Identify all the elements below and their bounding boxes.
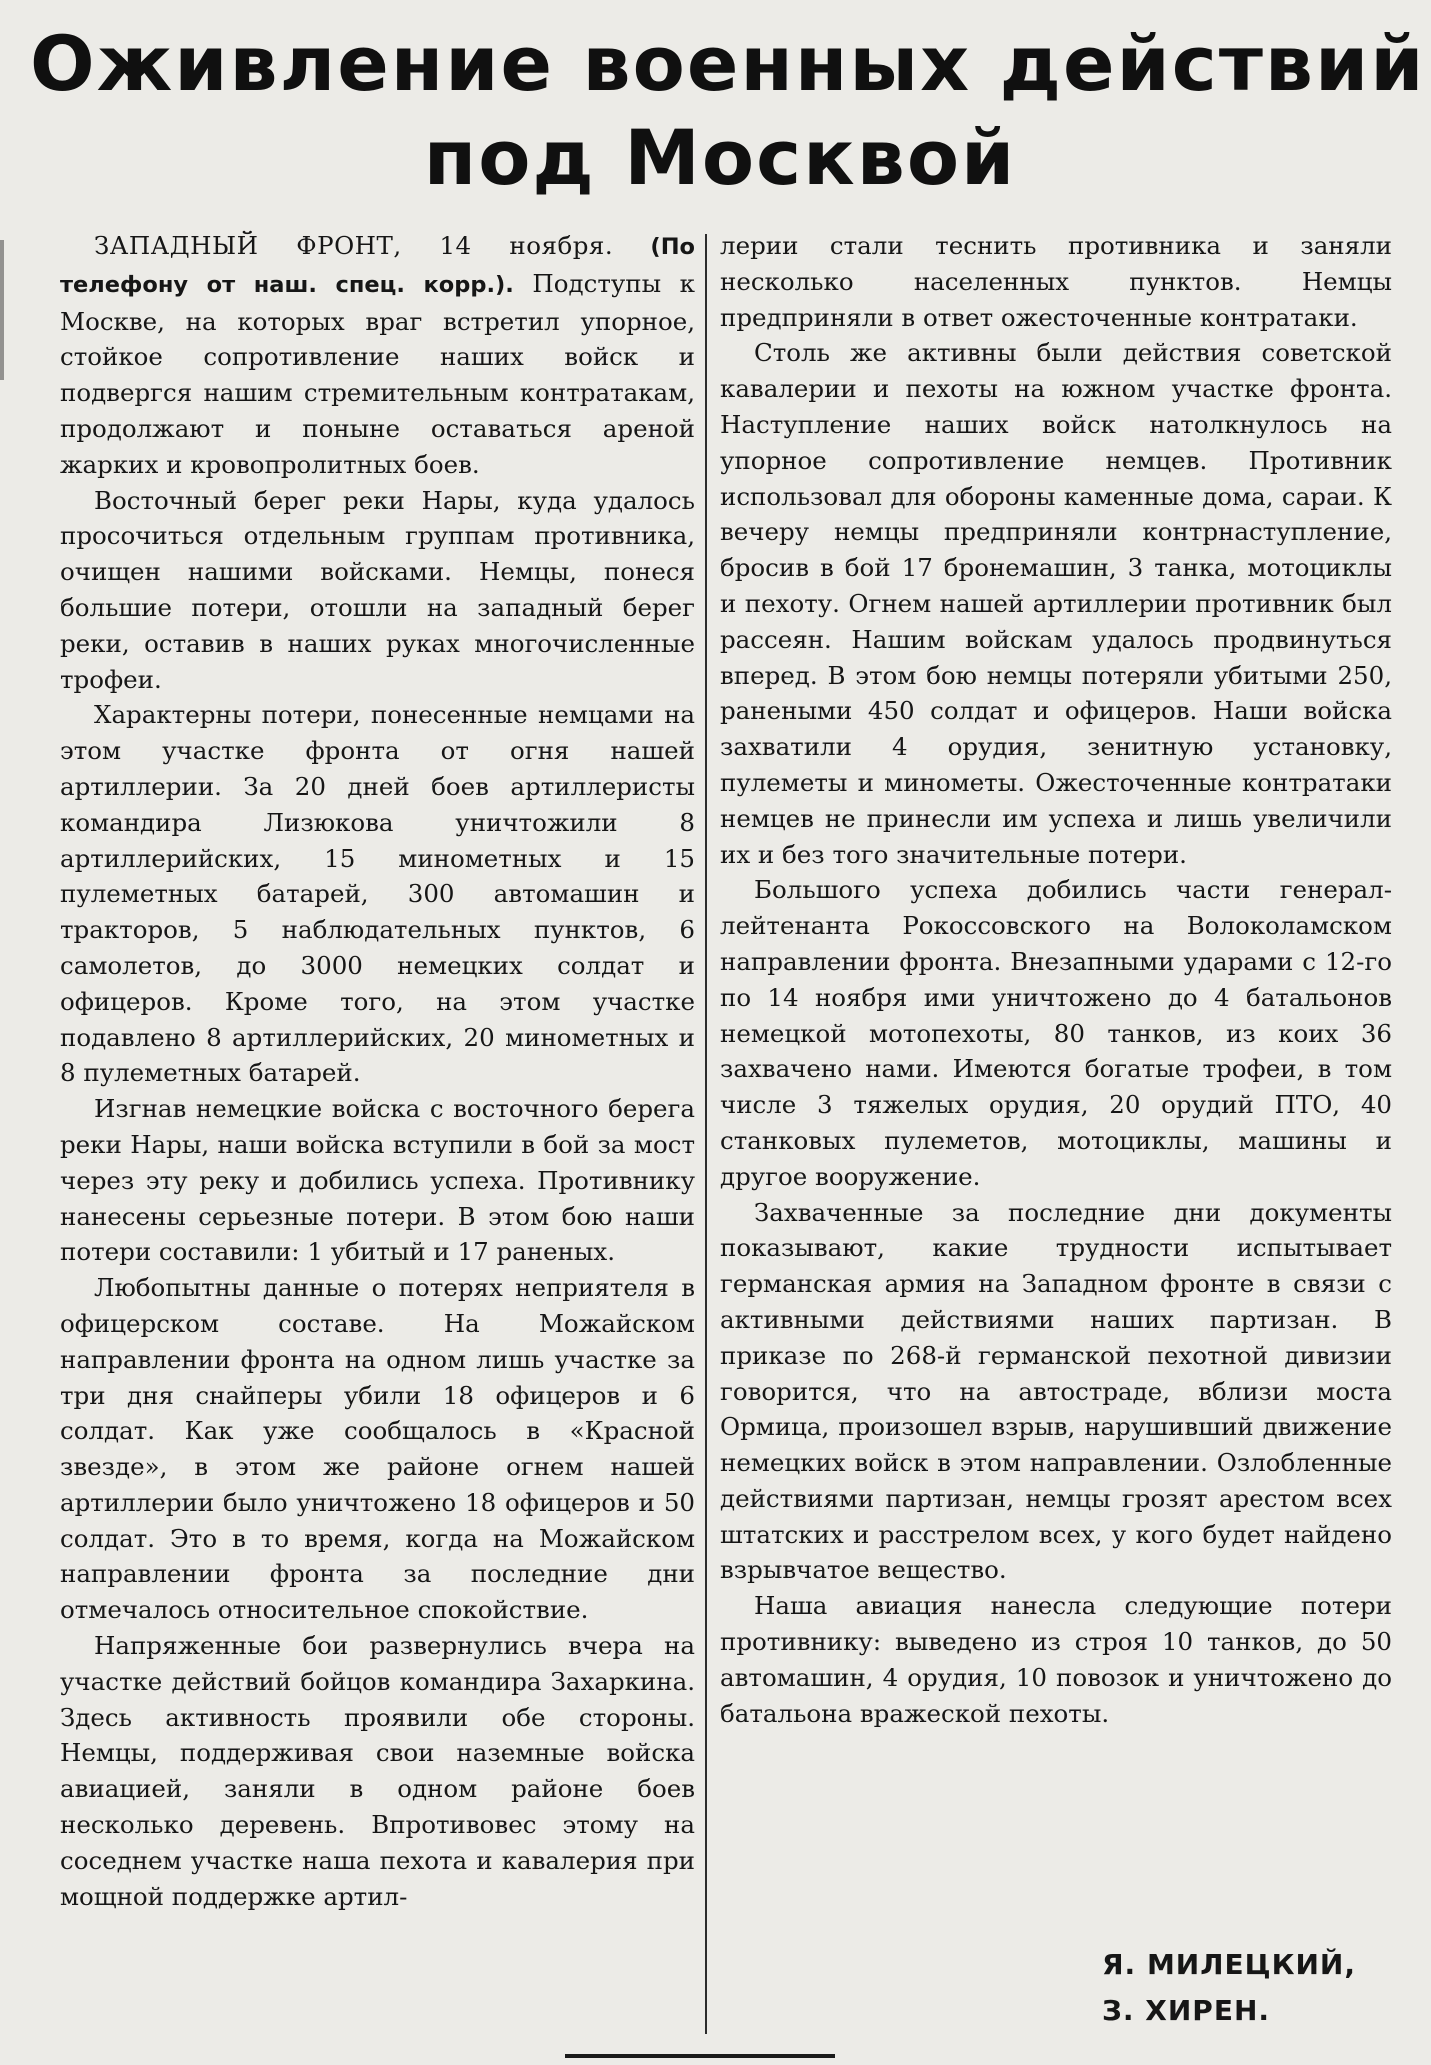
paragraph-1-text: Подступы к Москве, на которых враг встретил упорное, стойкое сопротивление наших войск и подвергся нашим стремительным контратакам, продолжают и поныне оставаться ареной жарких и кровопролитных боев.: [60, 268, 695, 479]
bottom-rule: [565, 2054, 835, 2058]
paragraph-9: Захваченные за последние дни документы показывают, какие трудности испытывает германская армия на Западном фронте в связи с активными действиями наших партизан. В приказе по 268-й германской пехотной дивизии говорится, что на автостраде, вблизи моста Ормица, произошел взрыв, нарушивший движение немецких войск в этом направлении. Озлобленные действиями партизан, немцы грозят арестом всех штатских и расстрелом всех, у кого будет найдено взрывчатое вещество.: [720, 1197, 1392, 1585]
left-column: [60, 228, 695, 1914]
paragraph-1: [60, 228, 695, 483]
page-edge-mark: [0, 240, 4, 380]
paragraph-6: Напряженные бои развернулись вчера на участке действий бойцов командира Захаркина. Здесь активность проявили обе стороны. Немцы, поддерживая свои наземные войска авиацией, заняли в одном районе боев несколько деревень. Впротивовес этому на соседнем участке наша пехота и кавалерия при мощной поддержке артил-: [60, 1631, 695, 1911]
paragraph-6-continued: лерии стали теснить противника и заняли несколько населенных пунктов. Немцы предприняли в ответ ожесточенные контратаки.: [720, 231, 1392, 332]
source-note: (По телефону от наш. спец. корр.).: [60, 234, 695, 298]
author-2: З. ХИРЕН.: [1102, 1994, 1271, 2027]
column-divider: [705, 234, 707, 2034]
paragraph-5: Любопытны данные о потерях неприятеля в офицерском составе. На Можайском направлении фронта на одном лишь участке за три дня снайперы убили 18 офицеров и 6 солдат. Как уже сообщалось в «Красной звезде», в этом же районе огнем нашей артиллерии было уничтожено 18 офицеров и 50 солдат. Это в то время, когда на Можайском направлении фронта за последние дни отмечалось относительное спокойствие.: [60, 1273, 695, 1625]
author-signature: [1102, 1942, 1356, 2034]
article-headline: [30, 18, 1426, 206]
paragraph-10: Наша авиация нанесла следующие потери противнику: выведено из строя 10 танков, до 50 автомашин, 4 орудия, 10 повозок и уничтожено до батальона вражеской пехоты.: [720, 1591, 1392, 1728]
headline-line-1: Оживление военных действий: [30, 19, 1426, 108]
dateline: ЗАПАДНЫЙ ФРОНТ, 14 ноября.: [94, 231, 614, 260]
paragraph-4: Изгнав немецкие войска с восточного берега реки Нары, наши войска вступили в бой за мост через эту реку и добились успеха. Противнику нанесены серьезные потери. В этом бою наши потери составили: 1 убитый и 17 раненых.: [60, 1094, 695, 1267]
paragraph-8: Большого успеха добились части генерал-лейтенанта Рокоссовского на Волоколамском направлении фронта. Внезапными ударами с 12-го по 14 ноября ими уничтожено до 4 батальонов немецкой мотопехоты, 80 танков, из коих 36 захвачено нами. Имеются богатые трофеи, в том числе 3 тяжелых орудия, 20 орудий ПТО, 40 станковых пулеметов, мотоциклы, машины и другое вооружение.: [720, 875, 1392, 1191]
headline-line-2: под Москвой: [423, 113, 1017, 202]
paragraph-7: Столь же активны были действия советской кавалерии и пехоты на южном участке фронта. Наступление наших войск натолкнулось на упорное сопротивление немцев. Противник использовал для обороны каменные дома, сараи. К вечеру немцы предприняли контрнаступление, бросив в бой 17 бронемашин, 3 танка, мотоциклы и пехоту. Огнем нашей артиллерии противник был рассеян. Нашим войскам удалось продвинуться вперед. В этом бою немцы потеряли убитыми 250, ранеными 450 солдат и офицеров. Наши войска захватили 4 орудия, зенитную установку, пулеметы и минометы. Ожесточенные контратаки немцев не принесли им успеха и лишь увеличили их и без того значительные потери.: [720, 338, 1392, 869]
author-1: Я. МИЛЕЦКИЙ,: [1102, 1948, 1356, 1981]
right-column: [720, 228, 1392, 1731]
paragraph-2: Восточный берег реки Нары, куда удалось просочиться отдельным группам противника, очищен нашими войсками. Немцы, понеся большие потери, отошли на западный берег реки, оставив в наших руках многочисленные трофеи.: [60, 485, 695, 694]
paragraph-3: Характерны потери, понесенные немцами на этом участке фронта от огня нашей артиллерии. За 20 дней боев артиллеристы командира Лизюкова уничтожили 8 артиллерийских, 15 минометных и 15 пулеметных батарей, 300 автомашин и тракторов, 5 наблюдательных пунктов, 6 самолетов, до 3000 немецких солдат и офицеров. Кроме того, на этом участке подавлено 8 артиллерийских, 20 минометных и 8 пулеметных батарей.: [60, 700, 695, 1088]
